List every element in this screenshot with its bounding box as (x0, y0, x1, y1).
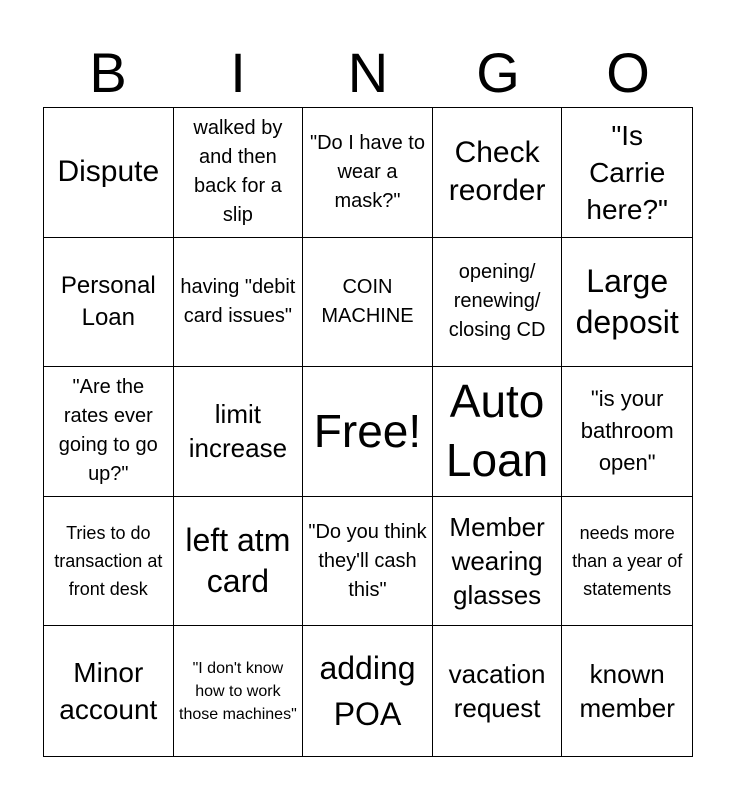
bingo-cell-r1-c2[interactable] (174, 108, 304, 238)
cell-text: "Do you think they'll cash this" (308, 520, 427, 601)
cell-text: known member (579, 659, 675, 724)
cell-text: "Are the rates ever going to go up?" (58, 376, 158, 486)
bingo-cell-r4-c2[interactable] (174, 497, 304, 627)
header-letter-g: G (476, 41, 520, 104)
bingo-cell-r4-c4[interactable] (433, 497, 563, 627)
cell-text: COIN MACHINE (321, 275, 414, 327)
bingo-cell-r5-c4[interactable] (433, 626, 563, 756)
bingo-cell-r2-c2[interactable] (174, 238, 304, 368)
free-space: Free! (313, 404, 422, 457)
bingo-cell-r2-c1[interactable] (44, 238, 174, 368)
cell-text: Dispute (57, 155, 160, 189)
bingo-cell-r1-c3[interactable] (303, 108, 433, 238)
cell-text: Minor account (59, 657, 158, 726)
bingo-cell-r5-c2[interactable] (174, 626, 304, 756)
bingo-header (43, 40, 693, 106)
cell-text: Personal Loan (60, 271, 156, 331)
cell-text: Tries to do transaction at front desk (54, 523, 163, 600)
header-letter-b: B (89, 41, 127, 104)
bingo-board (43, 107, 693, 757)
bingo-cell-r4-c5[interactable] (562, 497, 692, 627)
bingo-cell-r1-c1[interactable] (44, 108, 174, 238)
bingo-cell-r1-c4[interactable] (433, 108, 563, 238)
bingo-cell-r2-c3[interactable] (303, 238, 433, 368)
cell-text: "I don't know how to work those machines" (179, 659, 297, 723)
bingo-cell-r1-c5[interactable] (562, 108, 692, 238)
cell-text: opening/ renewing/ closing CD (448, 261, 546, 342)
cell-text: "Is Carrie here?" (586, 119, 668, 225)
bingo-cell-r4-c1[interactable] (44, 497, 174, 627)
bingo-cell-r3-c3[interactable] (303, 367, 433, 497)
bingo-cell-r5-c1[interactable] (44, 626, 174, 756)
cell-text: "Do I have to wear a mask?" (310, 131, 425, 212)
cell-text: walked by and then back for a slip (193, 117, 283, 227)
bingo-cell-r5-c3[interactable] (303, 626, 433, 756)
header-letter-i: I (230, 41, 246, 104)
bingo-cell-r3-c5[interactable] (562, 367, 692, 497)
cell-text: having "debit card issues" (180, 275, 296, 327)
bingo-cell-r4-c3[interactable] (303, 497, 433, 627)
bingo-cell-r3-c4[interactable] (433, 367, 563, 497)
bingo-cell-r3-c2[interactable] (174, 367, 304, 497)
cell-text: vacation request (448, 659, 546, 724)
cell-text: limit increase (188, 399, 288, 464)
cell-text: Auto Loan (445, 375, 549, 487)
header-letter-n: N (347, 41, 389, 104)
cell-text: Large deposit (575, 262, 679, 340)
bingo-cell-r2-c4[interactable] (433, 238, 563, 368)
cell-text: needs more than a year of statements (572, 523, 683, 600)
bingo-cell-r5-c5[interactable] (562, 626, 692, 756)
bingo-cell-r3-c1[interactable] (44, 367, 174, 497)
cell-text: adding POA (319, 650, 416, 733)
header-letter-o: O (606, 41, 650, 104)
cell-text: Member wearing glasses (449, 512, 545, 611)
cell-text: Check reorder (448, 136, 546, 208)
cell-text: "is your bathroom open" (580, 386, 674, 476)
bingo-cell-r2-c5[interactable] (562, 238, 692, 368)
cell-text: left atm card (185, 522, 291, 600)
